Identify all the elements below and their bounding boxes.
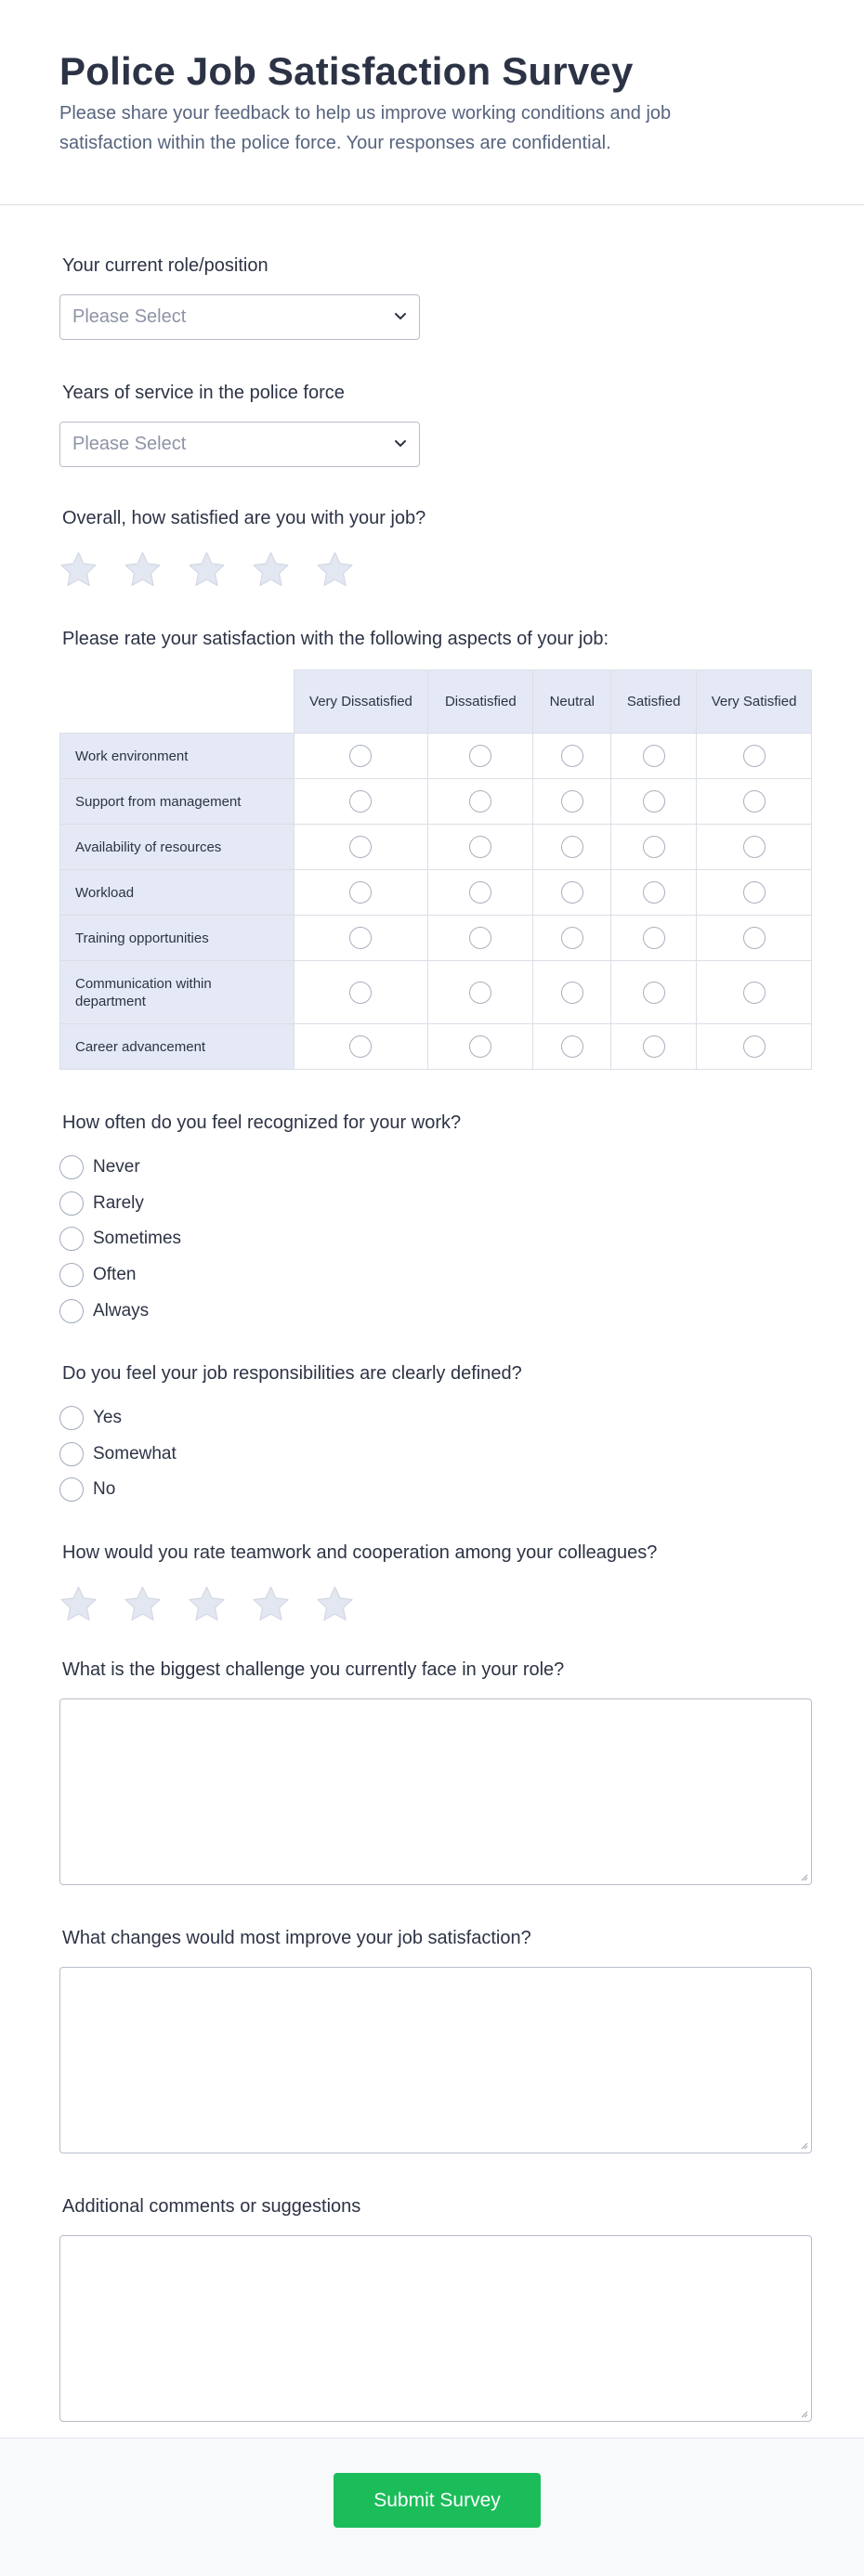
matrix-row-label: Work environment	[60, 734, 295, 779]
matrix-radio[interactable]	[349, 745, 372, 767]
matrix-radio[interactable]	[349, 790, 372, 813]
star-icon[interactable]	[59, 1585, 98, 1622]
radio-option-label: Never	[93, 1157, 140, 1177]
radio-option-label: Yes	[93, 1408, 122, 1428]
matrix-radio[interactable]	[349, 1035, 372, 1058]
matrix-radio[interactable]	[469, 836, 491, 858]
role-select[interactable]	[59, 294, 420, 340]
matrix-radio[interactable]	[643, 790, 665, 813]
question-label: Do you feel your job responsibilities are clearly defined?	[62, 1362, 522, 1384]
changes-textarea[interactable]	[59, 1967, 812, 2153]
question-label: Years of service in the police force	[62, 383, 345, 403]
star-icon[interactable]	[124, 551, 162, 588]
matrix-row-label: Workload	[60, 870, 295, 916]
question-label: What is the biggest challenge you currently face in your role?	[62, 1659, 565, 1680]
matrix-radio[interactable]	[561, 790, 583, 813]
matrix-radio[interactable]	[561, 836, 583, 858]
matrix-row-label: Availability of resources	[60, 825, 295, 870]
star-icon[interactable]	[316, 551, 354, 588]
matrix-col-header: Dissatisfied	[428, 670, 533, 734]
question-label: Overall, how satisfied are you with your job?	[62, 508, 426, 528]
matrix-col-header: Neutral	[533, 670, 611, 734]
star-icon[interactable]	[188, 1585, 226, 1622]
matrix-radio[interactable]	[469, 881, 491, 904]
matrix-radio[interactable]	[743, 982, 766, 1004]
matrix-radio[interactable]	[743, 881, 766, 904]
matrix-radio[interactable]	[643, 982, 665, 1004]
radio-option-label: Sometimes	[93, 1229, 182, 1249]
matrix-radio[interactable]	[349, 927, 372, 949]
radio-option[interactable]	[59, 1400, 805, 1437]
satisfaction-matrix	[59, 670, 812, 1070]
radio-option[interactable]	[59, 1150, 805, 1186]
teamwork-star-rating[interactable]	[59, 1585, 805, 1622]
star-icon[interactable]	[252, 551, 290, 588]
matrix-radio[interactable]	[561, 1035, 583, 1058]
radio-option[interactable]	[59, 1437, 805, 1473]
radio-button[interactable]	[59, 1263, 84, 1287]
star-icon[interactable]	[59, 551, 98, 588]
matrix-row-label: Career advancement	[60, 1024, 295, 1070]
question-comments	[59, 2194, 805, 2422]
page-description: Please share your feedback to help us improve working conditions and job satisfaction within the police force. Your responses are confidential.	[59, 103, 672, 153]
question-label: How would you rate teamwork and cooperation among your colleagues?	[62, 1542, 658, 1563]
matrix-radio[interactable]	[469, 790, 491, 813]
radio-option-label: No	[93, 1479, 116, 1500]
question-label: Please rate your satisfaction with the following aspects of your job:	[62, 629, 609, 649]
radio-option-label: Always	[93, 1300, 150, 1321]
resize-grip-icon[interactable]	[799, 1872, 808, 1881]
question-matrix	[59, 627, 805, 1070]
comments-textarea[interactable]	[59, 2235, 812, 2422]
matrix-row-label: Training opportunities	[60, 916, 295, 961]
form-footer	[0, 2438, 864, 2576]
chevron-down-icon	[391, 306, 410, 325]
matrix-col-header: Very Satisfied	[697, 670, 812, 734]
radio-option-label: Rarely	[93, 1192, 144, 1213]
submit-button[interactable]: Submit Survey	[334, 2473, 541, 2528]
matrix-radio[interactable]	[743, 927, 766, 949]
matrix-row	[60, 779, 812, 825]
matrix-radio[interactable]	[349, 982, 372, 1004]
matrix-radio[interactable]	[349, 836, 372, 858]
matrix-radio[interactable]	[469, 745, 491, 767]
matrix-row	[60, 825, 812, 870]
question-changes	[59, 1926, 805, 2153]
radio-option-label: Often	[93, 1265, 137, 1285]
question-challenge	[59, 1658, 805, 1885]
chevron-down-icon	[391, 434, 410, 452]
form-header	[0, 0, 864, 205]
page-title: Police Job Satisfaction Survey	[59, 49, 634, 93]
matrix-row	[60, 961, 812, 1024]
matrix-radio[interactable]	[643, 1035, 665, 1058]
radio-button[interactable]	[59, 1299, 84, 1323]
radio-button[interactable]	[59, 1227, 84, 1251]
matrix-radio[interactable]	[643, 836, 665, 858]
matrix-radio[interactable]	[349, 881, 372, 904]
matrix-row	[60, 916, 812, 961]
resize-grip-icon[interactable]	[799, 2409, 808, 2418]
matrix-radio[interactable]	[743, 745, 766, 767]
matrix-row-label: Communication within department	[60, 961, 295, 1024]
question-label: Additional comments or suggestions	[62, 2195, 361, 2217]
radio-option[interactable]	[59, 1293, 805, 1329]
matrix-col-header: Satisfied	[611, 670, 697, 734]
radio-option[interactable]	[59, 1257, 805, 1294]
matrix-radio[interactable]	[469, 982, 491, 1004]
matrix-radio[interactable]	[561, 927, 583, 949]
matrix-radio[interactable]	[643, 881, 665, 904]
question-defined	[59, 1361, 805, 1508]
select-placeholder: Please Select	[72, 306, 187, 327]
matrix-row-label: Support from management	[60, 779, 295, 825]
question-label: How often do you feel recognized for your work?	[62, 1112, 462, 1133]
matrix-radio[interactable]	[743, 836, 766, 858]
question-years	[59, 381, 805, 467]
radio-button[interactable]	[59, 1442, 84, 1466]
matrix-radio[interactable]	[561, 982, 583, 1004]
radio-button[interactable]	[59, 1477, 84, 1502]
matrix-radio[interactable]	[561, 881, 583, 904]
resize-grip-icon[interactable]	[799, 2140, 808, 2150]
years-select[interactable]	[59, 422, 420, 467]
question-teamwork	[59, 1541, 805, 1622]
question-recognized	[59, 1111, 805, 1329]
radio-button[interactable]	[59, 1191, 84, 1216]
star-icon[interactable]	[188, 551, 226, 588]
matrix-radio[interactable]	[743, 1035, 766, 1058]
radio-button[interactable]	[59, 1155, 84, 1179]
matrix-row	[60, 1024, 812, 1070]
matrix-radio[interactable]	[643, 745, 665, 767]
matrix-row	[60, 734, 812, 779]
star-icon[interactable]	[124, 1585, 162, 1622]
radio-option[interactable]	[59, 1186, 805, 1222]
challenge-textarea[interactable]	[59, 1698, 812, 1885]
matrix-radio[interactable]	[469, 1035, 491, 1058]
question-overall	[59, 506, 805, 588]
question-role	[59, 254, 805, 340]
radio-button[interactable]	[59, 1406, 84, 1430]
survey-form	[0, 254, 864, 2422]
select-placeholder: Please Select	[72, 434, 187, 454]
star-icon[interactable]	[316, 1585, 354, 1622]
overall-star-rating[interactable]	[59, 551, 805, 588]
star-icon[interactable]	[252, 1585, 290, 1622]
radio-option-label: Somewhat	[93, 1443, 177, 1464]
radio-option[interactable]	[59, 1221, 805, 1257]
radio-option[interactable]	[59, 1472, 805, 1508]
matrix-radio[interactable]	[561, 745, 583, 767]
recognized-options	[59, 1150, 805, 1329]
defined-options	[59, 1400, 805, 1508]
question-label: What changes would most improve your job satisfaction?	[62, 1927, 531, 1948]
question-label: Your current role/position	[62, 255, 268, 276]
matrix-col-header: Very Dissatisfied	[294, 670, 428, 734]
matrix-radio[interactable]	[643, 927, 665, 949]
matrix-radio[interactable]	[743, 790, 766, 813]
matrix-row	[60, 870, 812, 916]
matrix-radio[interactable]	[469, 927, 491, 949]
